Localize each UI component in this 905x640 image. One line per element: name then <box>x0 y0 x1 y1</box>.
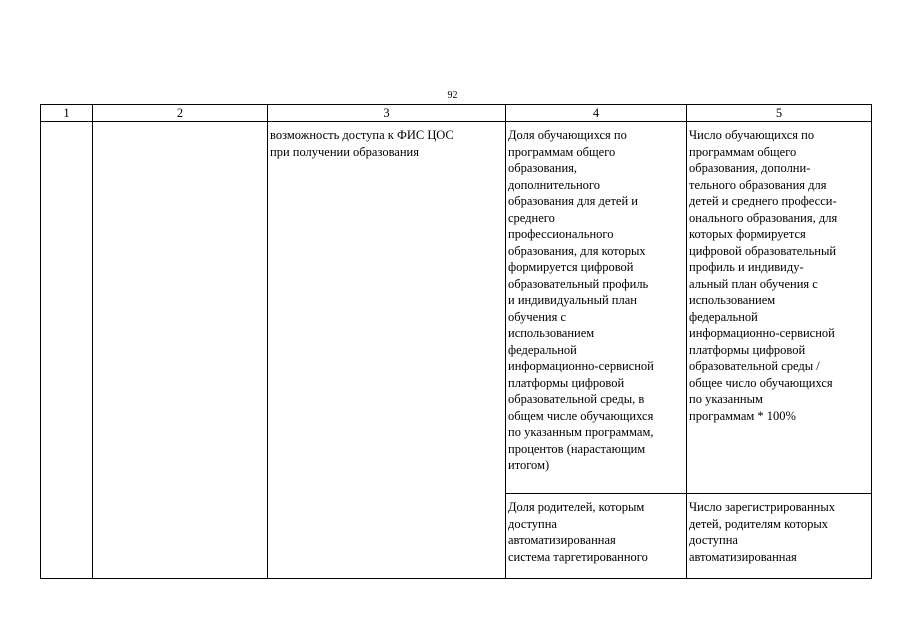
cell-indicator-formula: Число зарегистрированных детей, родителям которых доступна автоматизированная <box>687 494 872 579</box>
table-row <box>41 122 872 494</box>
cell-col2 <box>93 122 268 579</box>
column-header-4: 4 <box>506 105 687 122</box>
column-header-3: 3 <box>268 105 506 122</box>
cell-indicator-name: Доля родителей, которым доступна автоматизированная система таргетированного <box>506 494 687 579</box>
cell-indicator-name: Доля обучающихся по программам общего образования, дополнительного образования для детей и среднего профессионального образования, для которых формируется цифровой образовательный профиль и индивидуальный план обучения с использованием федеральной информационно-сервисной платформы цифровой образовательной среды, в общем числе обучающихся по указанным программам, процентов (нарастающим итогом) <box>506 122 687 494</box>
column-header-1: 1 <box>41 105 93 122</box>
cell-indicator-formula: Число обучающихся по программам общего образования, дополни- тельного образования для детей и среднего професси- онального образования, для которых формируется цифровой образовательный профиль и индивиду- альный план обучения с использованием федеральной информационно-сервисной платформы цифровой образовательной среды / общее число обучающихся по указанным программам * 100% <box>687 122 872 494</box>
cell-col1 <box>41 122 93 579</box>
cell-task-description: возможность доступа к ФИС ЦОС при получении образования <box>268 122 506 579</box>
column-number-row <box>41 105 872 122</box>
page-number: 92 <box>447 90 458 101</box>
indicator-table <box>40 104 872 579</box>
column-header-2: 2 <box>93 105 268 122</box>
column-header-5: 5 <box>687 105 872 122</box>
